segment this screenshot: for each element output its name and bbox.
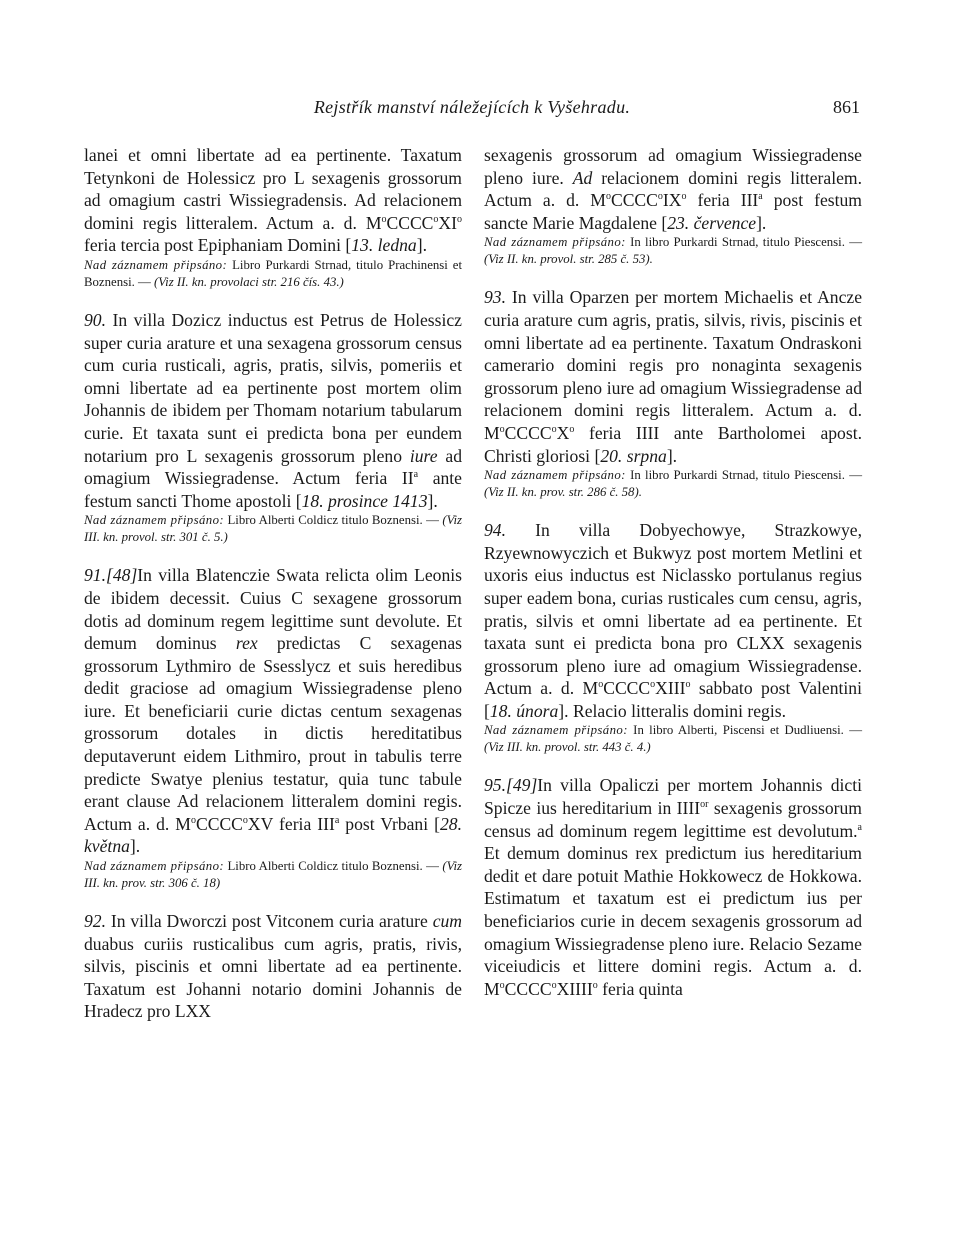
footnote-marker: a [857, 821, 862, 833]
entry-94 [484, 519, 862, 756]
page-header [84, 97, 860, 121]
editorial-note: Nad záznamem připsáno: Libro Purkardi Strnad, titulo Prachinensi et Boznensi. — (Viz II. kn. provolaci str. 216 čís. 43.) [84, 257, 463, 289]
entry-text: 91.[48]In villa Blatenczie Swata relicta olim Leonis de ibidem decessit. Cuius C sexagene grossorum dotis ad dominum regem legittime sunt devolute. Et demum dominus rex predictas C sexagenas grossorum Lythmiro de Ssesslycz et suis heredibus dedit graciose ad omagium Wissiegradense pleno iure. Et beneficiarii curie dictas centum sexagenas grossorum dotales in dictis hereditatibus deputaverunt eidem Lithmiro, prout in tabulis terre predicte Swatye plenius testatur, quia tunc tabule erant clause Ad relacionem litteralem domini regis. Actum a. d. $M^oCCCC^oXV$ feria III$^a$ post Vrbani [28. května]. [84, 565, 462, 857]
date-note: 28. května [84, 813, 462, 857]
entry-number: 94. [484, 520, 506, 541]
entry-95 [484, 774, 862, 1000]
entry-number: 93. [484, 287, 506, 308]
entry-number: 92. [84, 911, 106, 932]
date-note: 18. února [489, 700, 559, 721]
editorial-note: Nad záznamem připsáno: Libro Alberti Coldicz titulo Boznensi. — (Viz III. kn. provol. str. 301 č. 5.) [84, 513, 462, 545]
date-note: 20. srpna [600, 445, 667, 466]
entry-92 [84, 910, 462, 1023]
editorial-note: Nad záznamem připsáno: In libro Purkardi Strnad, titulo Piescensi. — (Viz II. kn. prov. str. 286 č. 58). [484, 468, 863, 500]
entry-text: 94. In villa Dobyechowye, Strazkowye, Rzyewnowyczich et Bukwyz post mortem Metlini et uxoris eius inductus est Niclassko portulanus regius super eadem bona, curias rusticales cum censu, agris, pratis, silvis et omni libertate ad ea pertinente. Et taxata sunt ei predicta bona pro CLXX sexagenis grossorum pleno iure ad omagium Wissiegradense. Actum a. d. $M^oCCCC^oXIII^o$ sabbato post Valentini [18. února]. Relacio litteralis domini regis. [484, 520, 862, 721]
date-note: 23. července [667, 212, 757, 233]
entry-text: 90. In villa Dozicz inductus est Petrus de Holessicz super curia arature et una sexagena grossorum census cum curia rusticali, agris, pratis, silvis, pomeriis et omni libertate ad ea pertinente post mortem olim Johannis de ibidem per Thomam notarium tabularum curie. Et taxata sunt ei predicta bona per eundem notarium pro L sexagenis grossorum pleno iure ad omagium Wissiegradense. Actum feria $II^a$ ante festum sancti Thome apostoli [18. prosince 1413]. [84, 309, 462, 511]
editorial-note: Nad záznamem připsáno: Libro Alberti Coldicz titulo Boznensi. — (Viz III. kn. prov. str. 306 č. 18) [84, 859, 462, 891]
entry-number: 91. [84, 565, 106, 586]
entry-continuation-right [484, 144, 862, 268]
entry-text: lanei et omni libertate ad ea pertinente. Taxatum Tetynkoni de Holessicz pro L sexagenis grossorum ad omagium castri Wissiegradensis. Ad relacionem domini regis litteralem. Actum a. d. $M^oCCCC^oXI^o$ feria tercia post Epiphaniam Domini [13. ledna]. [84, 145, 462, 256]
folio-mark: [48] [106, 565, 138, 586]
editorial-note: Nad záznamem připsáno: In libro Purkardi Strnad, titulo Piescensi. — (Viz II. kn. provol. str. 285 č. 53). [484, 235, 863, 267]
date-note: 13. ledna [351, 235, 417, 256]
entry-number: 95. [484, 775, 506, 796]
entry-continuation-left [84, 144, 462, 291]
entry-93 [484, 286, 862, 501]
folio-mark: [49] [506, 775, 538, 796]
entry-text: sexagenis grossorum ad omagium Wissiegradense pleno iure. Ad relacionem domini regis litteralem. Actum a. d. $M^oCCCC^oIX^o$ feria III$^a$ post festum sancte Marie Magdalene [23. července]. [484, 145, 863, 233]
right-column [484, 144, 862, 1000]
entry-number: 90. [84, 309, 106, 330]
page-number: 861 [833, 97, 860, 117]
date-note: 18. prosince 1413 [301, 490, 428, 511]
entry-text: 92. In villa Dworczi post Vitconem curia arature cum duabus curiis rusticalibus cum agris, pratis, rivis, silvis, piscinis et omni libertate ad ea pertinente. Taxatum est Johanni notario domini Johannis de Hradecz pro LXX [84, 911, 462, 1022]
left-column [84, 144, 462, 1023]
editorial-note: Nad záznamem připsáno: In libro Alberti, Piscensi et Dudliuensi. — (Viz III. kn. provol. str. 443 č. 4.) [484, 723, 862, 755]
entry-text: 93. In villa Oparzen per mortem Michaelis et Ancze curia arature cum agris, pratis, silvis, rivis, piscinis et omni libertate ad ea pertinente. Taxatum Ondraskoni camerario domini regis pro nonaginta sexagenis grossorum pleno iure ad omagium Wissiegradense ad relacionem domini regis litteralem. Actum a. d. $M^oCCCC^oX^o$ feria IIII ante Bartholomei apost. Christi gloriosi [20. srpna]. [484, 287, 862, 466]
entry-91 [84, 564, 462, 892]
entry-text: 95.[49]In villa Opaliczi per mortem Johannis dicti Spicze ius hereditarium in $IIII^{or}$ sexagenis grossorum census ad dominum regem legittime est devolutum.$^a$ Et demum dominus rex predictum ius hereditarium dedit et dare potuit Mathie Hokkowecz de Hokkowa. Estimatum et taxatum est ei predictum ius per beneficiarios curie in decem sexagenis grossorum ad omagium Wissiegradense pleno iure. Relacio Sezame viceiudicis et littere domini regis. Actum a. d. $M^oCCCC^oXIIII^o$ feria quinta [484, 775, 862, 999]
running-title: Rejstřík manství náležejících k Vyšehradu. [313, 97, 631, 117]
entry-90 [84, 309, 462, 546]
